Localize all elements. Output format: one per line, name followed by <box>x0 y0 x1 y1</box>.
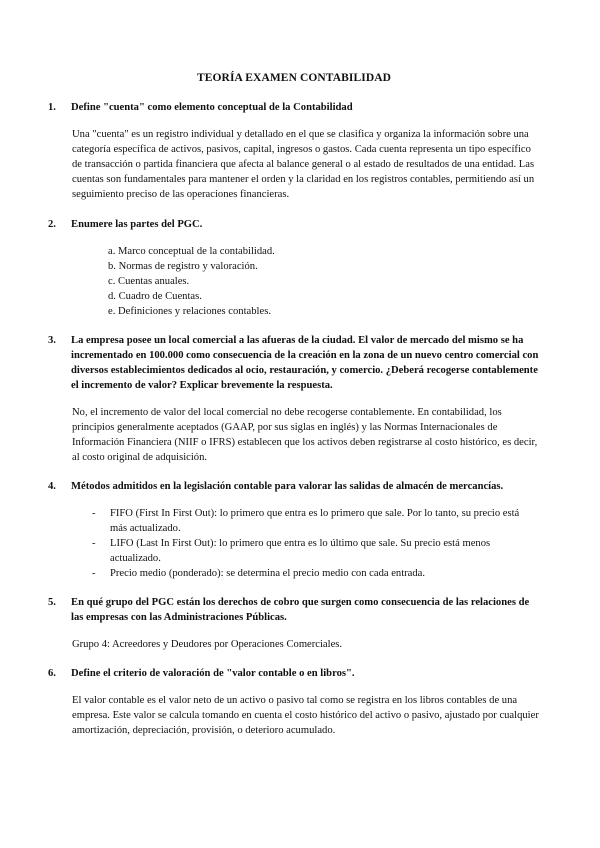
question-5 <box>48 595 540 652</box>
answer-text: Grupo 4: Acreedores y Deudores por Operaciones Comerciales. <box>72 639 343 651</box>
answer-block <box>72 693 540 738</box>
answer-text: El valor contable es el valor neto de un activo o pasivo tal como se registra en los libros contables de una empresa. Este valor se calcula tomando en cuenta el costo histórico del activo o pasivo, ajustado por cualquier amortización, depreciación, provisión, o deterioro acumulado. <box>72 695 539 737</box>
answer-block <box>72 637 540 652</box>
question-3 <box>48 333 540 465</box>
answer-block <box>72 405 540 465</box>
question-number: 4. <box>48 480 56 492</box>
list-item <box>92 566 540 581</box>
question-number: 2. <box>48 218 56 230</box>
document-title: TEORÍA EXAMEN CONTABILIDAD <box>196 72 392 84</box>
list-item-text: FIFO (First In First Out): lo primero que entra es lo primero que sale. Por lo tanto, su precio está más actualizado. <box>110 507 520 535</box>
question-number: 6. <box>48 668 56 680</box>
question-heading <box>48 479 540 494</box>
question-6 <box>48 666 540 738</box>
question-text: Define "cuenta" como elemento conceptual de la Contabilidad <box>71 102 353 114</box>
question-number: 1. <box>48 102 56 114</box>
question-heading <box>48 595 540 625</box>
question-text: Define el criterio de valoración de "valor contable o en libros". <box>71 668 355 680</box>
question-heading <box>48 100 540 115</box>
list-item: a. Marco conceptual de la contabilidad. <box>108 245 275 257</box>
question-1 <box>48 100 540 202</box>
question-text: En qué grupo del PGC están los derechos de cobro que surgen como consecuencia de las relaciones de las empresas con las Administraciones Públicas. <box>71 597 530 624</box>
question-2 <box>48 217 540 319</box>
dash-bullet: - <box>92 568 96 580</box>
question-4 <box>48 479 540 581</box>
dash-bullet: - <box>92 507 96 519</box>
question-heading <box>48 333 540 393</box>
answer-text: Una "cuenta" es un registro individual y detallado en el que se clasifica y organiza la información sobre una categoría específica de activos, pasivos, capital, ingresos o gastos. Cada cuenta representa un tipo específico de transacción o partida financiera que afecta al balance general o al estado de resultados de una entidad. Las cuentas son fundamentales para mantener el orden y la claridad en los registros contables, permitiendo así un seguimiento preciso de las operaciones financieras. <box>72 129 535 201</box>
dash-bullet: - <box>92 538 96 550</box>
question-number: 5. <box>48 597 56 609</box>
answer-text: No, el incremento de valor del local comercial no debe recogerse contablemente. En contabilidad, los principios generalmente aceptados (GAAP, por sus siglas en inglés) y las Normas Internacionales de Información Financiera (NIIF o IFRS) establecen que los activos deben registrarse al costo histórico, es decir, al costo original de adquisición. <box>72 406 538 463</box>
list-item <box>92 506 540 536</box>
list-item: d. Cuadro de Cuentas. <box>108 290 202 302</box>
question-heading <box>48 217 540 232</box>
list-item: e. Definiciones y relaciones contables. <box>108 305 271 317</box>
answer-block <box>72 127 540 202</box>
question-text: Métodos admitidos en la legislación contable para valorar las salidas de almacén de mercancías. <box>71 480 504 492</box>
pgc-parts-list <box>108 244 540 319</box>
question-text: La empresa posee un local comercial a las afueras de la ciudad. El valor de mercado del mismo se ha incrementado en 100.000 como consecuencia de la creación en la zona de un nuevo centro comercial con diversos establecimientos dedicados al ocio, restauración, y comercio. ¿Deberá recogerse contablemente el incremento de valor? Explicar brevemente la respuesta. <box>71 334 539 391</box>
question-heading <box>48 666 540 681</box>
valuation-methods-list <box>92 506 540 581</box>
question-number: 3. <box>48 334 56 346</box>
list-item: b. Normas de registro y valoración. <box>108 260 258 272</box>
question-text: Enumere las partes del PGC. <box>71 218 203 230</box>
list-item-text: LIFO (Last In First Out): lo primero que entra es lo último que sale. Su precio está menos actualizado. <box>110 538 491 565</box>
list-item <box>92 536 540 566</box>
list-item: c. Cuentas anuales. <box>108 275 190 287</box>
list-item-text: Precio medio (ponderado): se determina el precio medio con cada entrada. <box>110 568 426 580</box>
